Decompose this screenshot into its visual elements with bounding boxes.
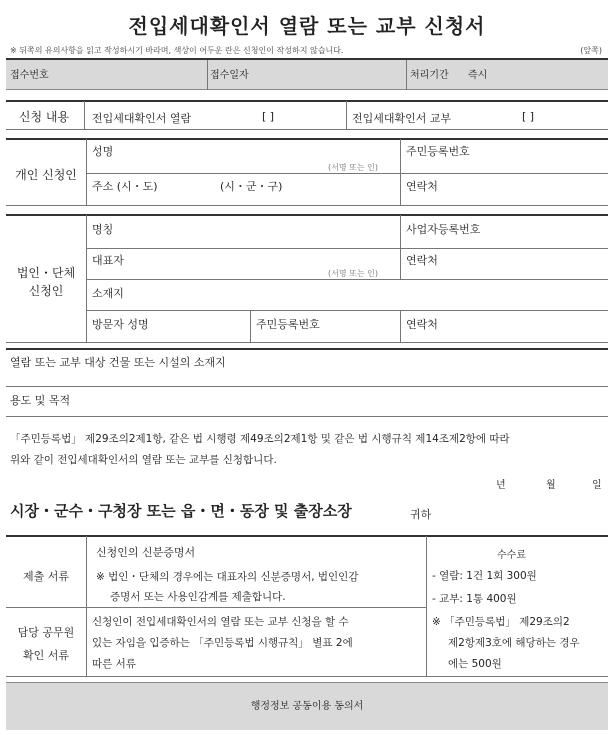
applicant-contact-field[interactable]: 연락처: [406, 180, 438, 193]
receipt-bar: [6, 58, 608, 90]
corporate-name-field[interactable]: 명칭: [92, 223, 114, 236]
official-doc-line-2: 있는 자임을 입증하는 「주민등록법 시행규칙」 별표 2에: [92, 637, 353, 649]
corporate-applicant-label-1: 법인・단체: [16, 266, 76, 280]
submit-documents-label: 제출 서류: [22, 570, 69, 583]
fee-issue: - 교부: 1통 400원: [432, 593, 517, 605]
representative-contact-field[interactable]: 연락처: [406, 254, 438, 267]
official-doc-line-3: 따른 서류: [92, 658, 136, 670]
fee-view: - 열람: 1건 1회 300원: [432, 570, 537, 582]
applicant-sign-hint: (서명 또는 인): [328, 163, 378, 172]
applicant-name-field[interactable]: 성명: [92, 145, 114, 158]
recipient-title: 시장・군수・구청장 또는 읍・면・동장 및 출장소장: [10, 502, 352, 520]
notice-text: ※ 뒤쪽의 유의사항을 읽고 작성하시기 바라며, 색상이 어두운 란은 신청인이 작성하지 않습니다.: [10, 46, 344, 55]
request-view-option[interactable]: 전입세대확인서 열람: [92, 112, 192, 125]
applicant-resident-number-field[interactable]: 주민등록번호: [406, 145, 470, 158]
official-doc-line-1: 신청인이 전입세대확인서의 열람 또는 교부 신청을 할 수: [92, 616, 349, 628]
date-month[interactable]: 월: [546, 480, 556, 491]
request-label: 신청 내용: [18, 110, 70, 124]
business-number-field[interactable]: 사업자등록번호: [406, 223, 481, 236]
page-side-label: (앞쪽): [580, 46, 602, 55]
applicant-address-district: (시・군・구): [220, 180, 283, 193]
processing-period-value: 즉시: [468, 70, 488, 81]
corporate-applicant-label-2: 신청인: [28, 284, 64, 298]
receipt-number-label: 접수번호: [10, 70, 49, 81]
form-title: 전입세대확인서 열람 또는 교부 신청서: [128, 14, 486, 38]
date-day[interactable]: 일: [592, 480, 602, 491]
consent-form-footer[interactable]: 행정정보 공동이용 동의서: [6, 682, 608, 730]
representative-field[interactable]: 대표자: [92, 254, 124, 267]
fee-note-1: ※ 「주민등록법」 제29조의2: [432, 616, 570, 628]
visitor-resident-number-field[interactable]: 주민등록번호: [256, 318, 320, 331]
official-check-label-1: 담당 공무원: [17, 626, 75, 639]
request-view-checkbox[interactable]: [ ]: [262, 110, 275, 123]
fee-note-2: 제2항제3호에 해당하는 경우: [448, 637, 580, 649]
fee-note-3: 에는 500원: [448, 658, 502, 670]
receipt-date-label: 접수일자: [210, 70, 249, 81]
request-issue-checkbox[interactable]: [ ]: [522, 110, 535, 123]
statement-line-2: 위와 같이 전입세대확인서의 열람 또는 교부를 신청합니다.: [10, 454, 277, 466]
corporate-location-field[interactable]: 소재지: [92, 287, 124, 300]
request-issue-option[interactable]: 전입세대확인서 교부: [352, 112, 452, 125]
fee-title: 수수료: [497, 550, 526, 561]
individual-applicant-label: 개인 신청인: [15, 168, 77, 182]
target-location-field[interactable]: 열람 또는 교부 대상 건물 또는 시설의 소재지: [10, 356, 226, 369]
submit-doc-line-3: 증명서 또는 사용인감계를 제출합니다.: [110, 591, 286, 603]
submit-doc-line-2: ※ 법인・단체의 경우에는 대표자의 신분증명서, 법인인감: [96, 571, 359, 583]
purpose-field[interactable]: 용도 및 목적: [10, 394, 71, 407]
representative-sign-hint: (서명 또는 인): [328, 269, 378, 278]
submit-doc-line-1: 신청인의 신분증명서: [96, 546, 196, 559]
processing-period-label: 처리기간: [410, 70, 449, 81]
visitor-name-field[interactable]: 방문자 성명: [92, 318, 149, 331]
statement-line-1: 「주민등록법」 제29조의2제1항, 같은 법 시행령 제49조의2제1항 및 같은 법 시행규칙 제14조제2항에 따라: [10, 433, 510, 445]
official-check-label-2: 확인 서류: [22, 649, 69, 662]
applicant-address-field[interactable]: 주소 (시・도): [92, 180, 158, 193]
recipient-suffix: 귀하: [410, 508, 432, 521]
date-year[interactable]: 년: [496, 480, 506, 491]
visitor-contact-field[interactable]: 연락처: [406, 318, 438, 331]
